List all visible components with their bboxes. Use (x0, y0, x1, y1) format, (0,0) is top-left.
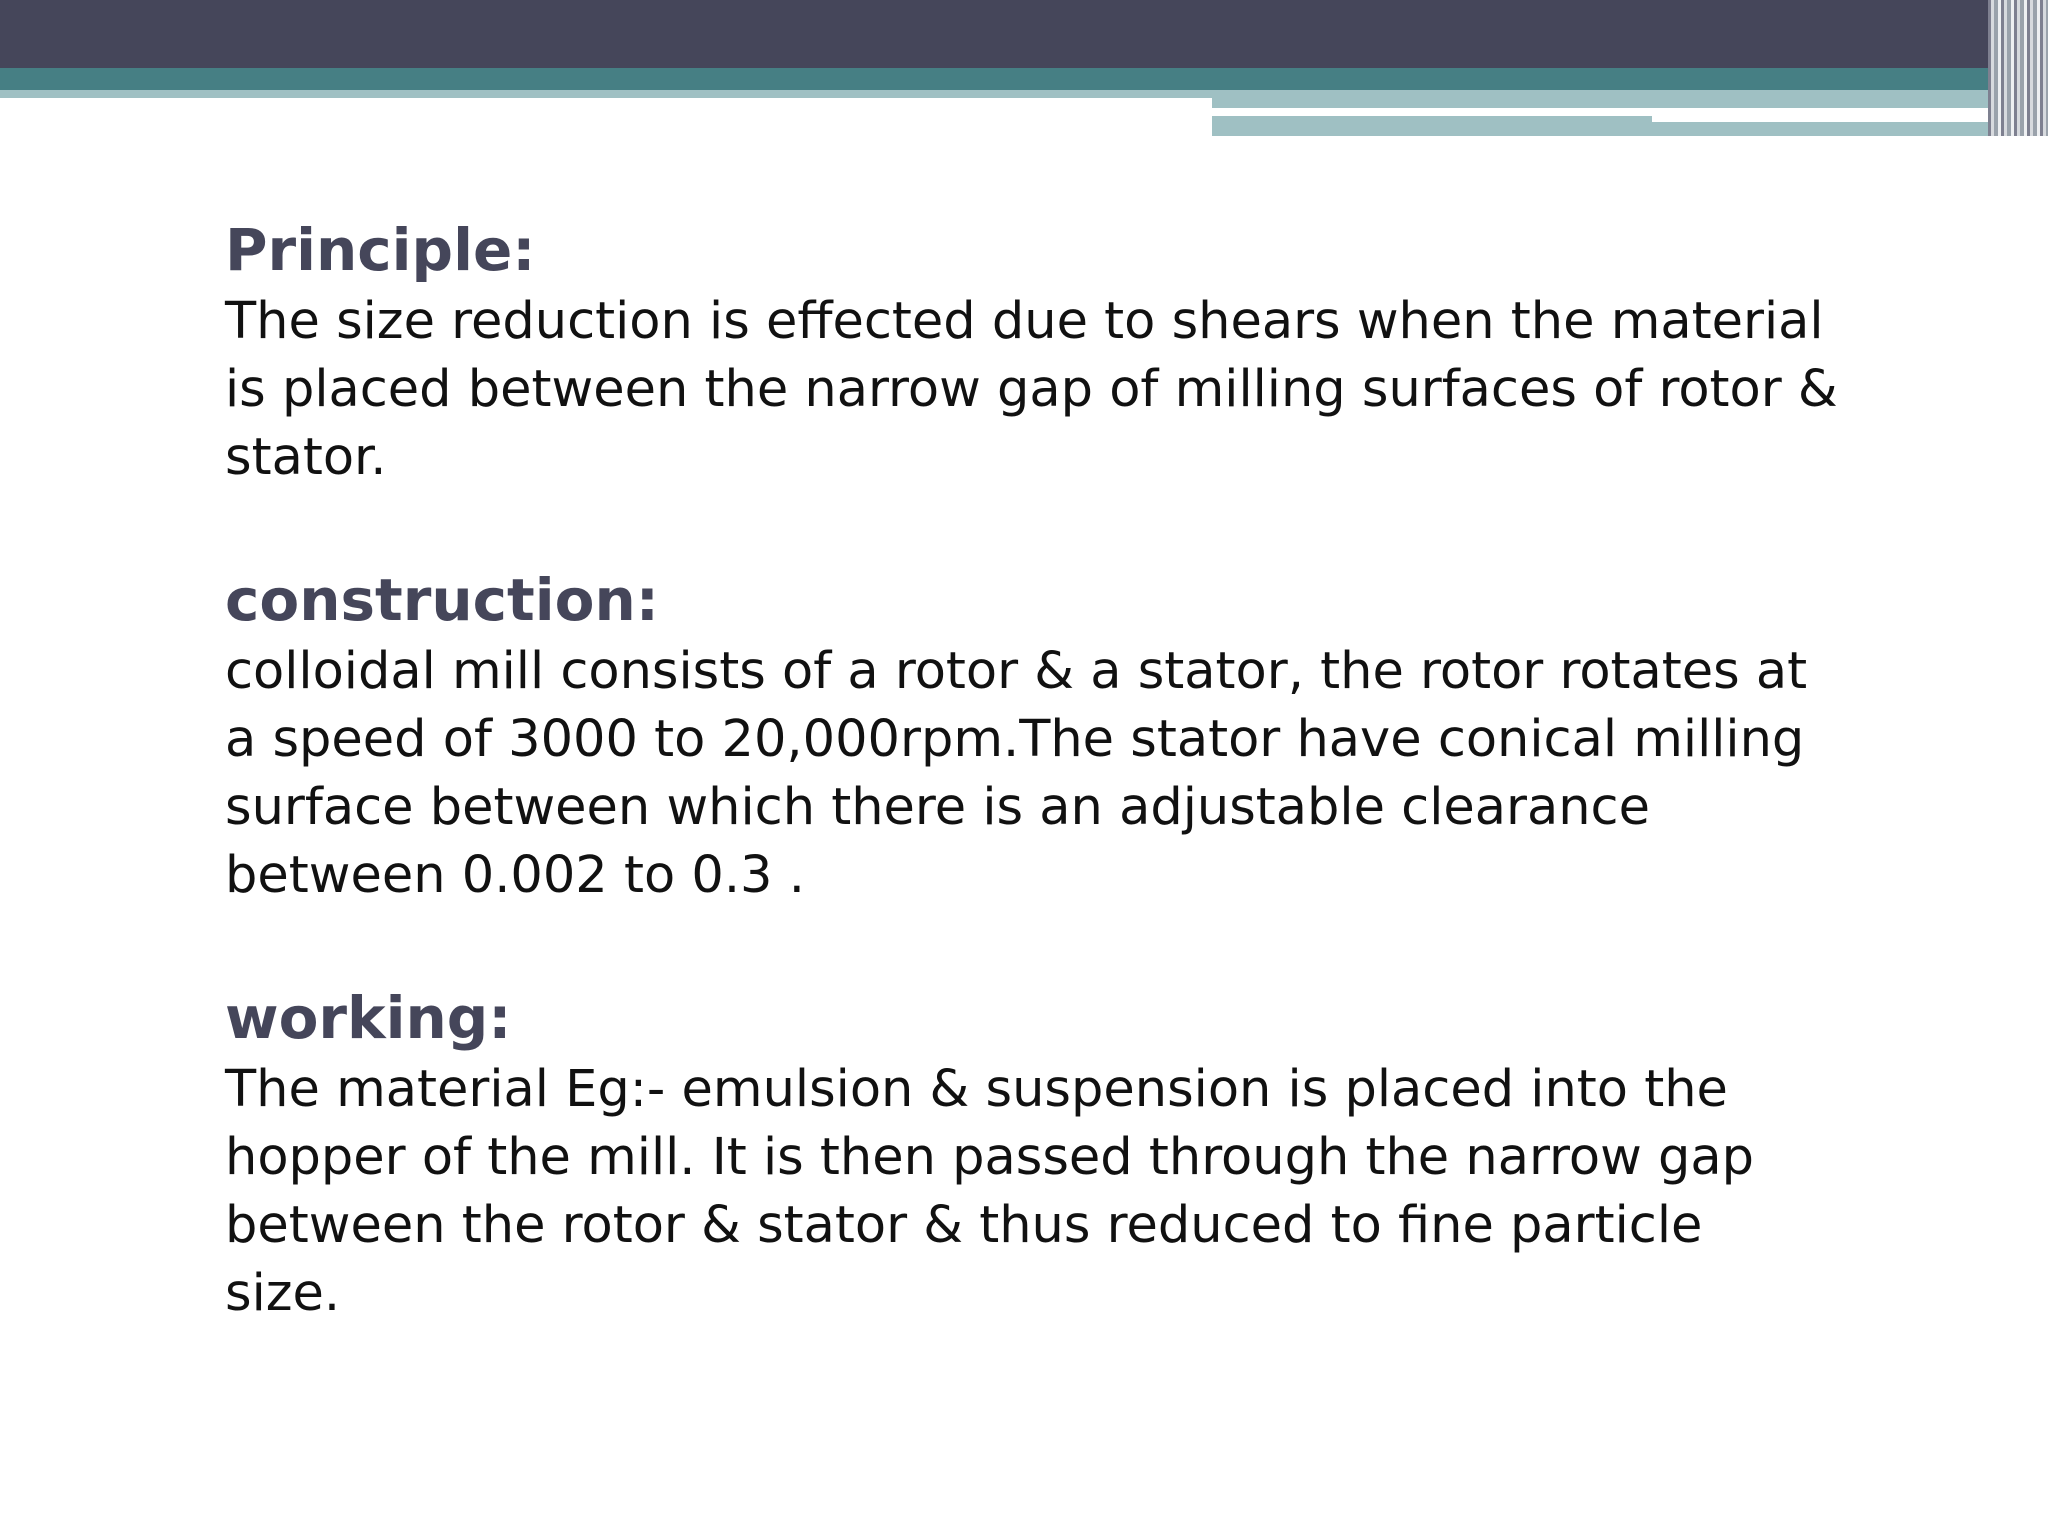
section-heading: construction: (225, 566, 659, 634)
slide-content (225, 212, 1925, 1398)
header-teal-bar (0, 68, 2048, 90)
section-heading: working: (225, 984, 512, 1052)
header-light-bar-left (0, 90, 1212, 98)
section-construction (225, 562, 1925, 910)
header-light-bar-bottom (1212, 116, 1652, 136)
section-working (225, 980, 1925, 1328)
section-text: The size reduction is effected due to shears when the material is placed between the narrow gap of milling surfaces of rotor & stator. (225, 292, 1838, 487)
header-stripes (1988, 0, 2048, 136)
section-principle (225, 212, 1925, 492)
header-light-bar-right (1212, 90, 2048, 108)
header-dark-bar (0, 0, 2048, 68)
section-heading: Principle: (225, 216, 536, 284)
section-text: colloidal mill consists of a rotor & a stator, the rotor rotates at a speed of 3000 to 20,000rpm.The stator have conical milling surface between which there is an adjustable clearance between 0.002 to 0.3 . (225, 642, 1808, 905)
section-text: The material Eg:- emulsion & suspension is placed into the hopper of the mill. It is then passed through the narrow gap between the rotor & stator & thus reduced to fine particle size. (225, 1060, 1755, 1323)
